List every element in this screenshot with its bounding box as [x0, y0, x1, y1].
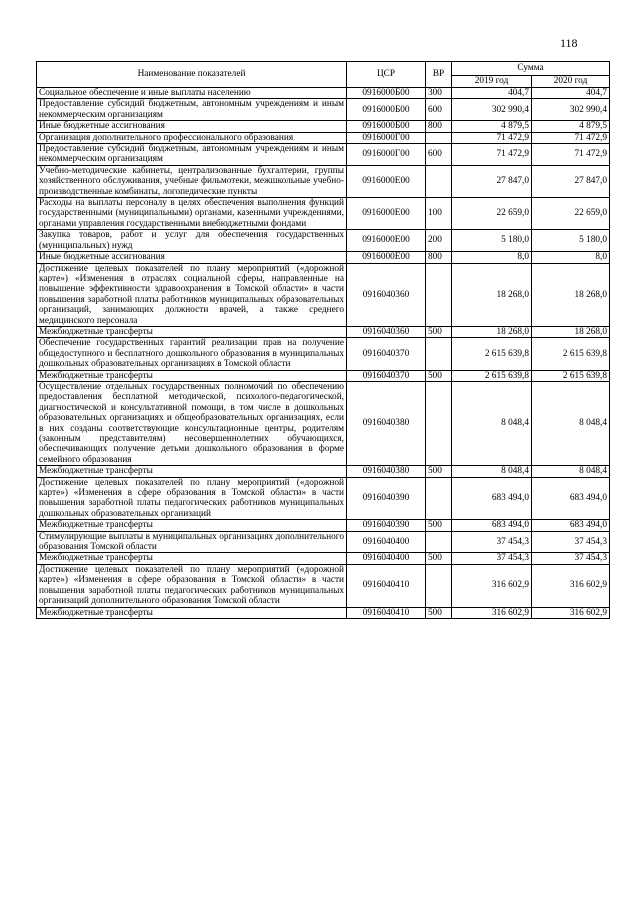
row-csr: 0916000Б00	[347, 88, 426, 99]
table-row	[37, 121, 610, 132]
row-vr	[426, 338, 452, 370]
row-sum-2019: 683 494,0	[452, 477, 532, 520]
row-csr: 0916040400	[347, 531, 426, 553]
row-name: Иные бюджетные ассигнования	[37, 252, 347, 263]
table-row	[37, 531, 610, 553]
table-row	[37, 607, 610, 618]
row-name: Достижение целевых показателей по плану мероприятий («дорожной карте») «Изменения в сфере образования в Томской области» в части повышения заработной платы педагогических работников муниципальных организаций дополнительного образования Томской области	[37, 564, 347, 607]
table-row	[37, 466, 610, 477]
row-sum-2019: 37 454,3	[452, 553, 532, 564]
row-sum-2020: 71 472,9	[532, 132, 610, 143]
row-sum-2019: 22 659,0	[452, 198, 532, 230]
row-name: Закупка товаров, работ и услуг для обеспечения государственных (муниципальных) нужд	[37, 230, 347, 252]
row-sum-2019: 8,0	[452, 252, 532, 263]
row-sum-2019: 27 847,0	[452, 165, 532, 197]
row-vr	[426, 564, 452, 607]
table-row	[37, 520, 610, 531]
table-row	[37, 99, 610, 121]
table-row	[37, 88, 610, 99]
row-csr: 0916040380	[347, 381, 426, 465]
row-sum-2020: 4 879,5	[532, 121, 610, 132]
row-sum-2020: 683 494,0	[532, 477, 610, 520]
row-sum-2019: 71 472,9	[452, 144, 532, 166]
row-vr	[426, 477, 452, 520]
header-csr: ЦСР	[347, 62, 426, 88]
row-vr: 500	[426, 370, 452, 381]
row-name: Иные бюджетные ассигнования	[37, 121, 347, 132]
table-row	[37, 263, 610, 326]
row-vr	[426, 263, 452, 326]
row-csr: 0916000Б00	[347, 99, 426, 121]
row-sum-2020: 18 268,0	[532, 326, 610, 337]
row-sum-2019: 8 048,4	[452, 466, 532, 477]
row-sum-2019: 4 879,5	[452, 121, 532, 132]
row-sum-2020: 37 454,3	[532, 531, 610, 553]
row-sum-2020: 8 048,4	[532, 381, 610, 465]
row-sum-2019: 316 602,9	[452, 607, 532, 618]
row-sum-2019: 2 615 639,8	[452, 338, 532, 370]
row-csr: 0916000Г00	[347, 144, 426, 166]
row-vr	[426, 165, 452, 197]
table-row	[37, 553, 610, 564]
table-header	[37, 62, 610, 88]
row-sum-2020: 18 268,0	[532, 263, 610, 326]
row-name: Достижение целевых показателей по плану мероприятий («дорожной карте») «Изменения в отраслях социальной сферы, направленные на повышение эффективности здравоохранения в Томской области» в части повышения заработной платы работников муниципальных образовательных организаций, занимающих должности врачей, а также среднего медицинского персонала	[37, 263, 347, 326]
row-sum-2020: 302 990,4	[532, 99, 610, 121]
row-vr	[426, 381, 452, 465]
row-sum-2019: 302 990,4	[452, 99, 532, 121]
row-csr: 0916040370	[347, 370, 426, 381]
row-sum-2019: 2 615 639,8	[452, 370, 532, 381]
table-row	[37, 370, 610, 381]
row-csr: 0916000Е00	[347, 198, 426, 230]
row-vr: 500	[426, 520, 452, 531]
row-csr: 0916040410	[347, 564, 426, 607]
row-name: Межбюджетные трансферты	[37, 326, 347, 337]
row-sum-2020: 37 454,3	[532, 553, 610, 564]
row-vr: 600	[426, 99, 452, 121]
row-csr: 0916040360	[347, 326, 426, 337]
table-row	[37, 477, 610, 520]
row-csr: 0916000Е00	[347, 252, 426, 263]
row-sum-2019: 18 268,0	[452, 326, 532, 337]
row-csr: 0916000Б00	[347, 121, 426, 132]
row-name: Межбюджетные трансферты	[37, 607, 347, 618]
row-csr: 0916040410	[347, 607, 426, 618]
row-vr: 800	[426, 252, 452, 263]
row-vr	[426, 132, 452, 143]
row-vr: 600	[426, 144, 452, 166]
row-vr: 500	[426, 607, 452, 618]
row-name: Учебно-методические кабинеты, централизованные бухгалтерии, группы хозяйственного обслуживания, учебные фильмотеки, межшкольные учебно-производственные комбинаты, логопедические пункты	[37, 165, 347, 197]
row-sum-2020: 316 602,9	[532, 564, 610, 607]
row-name: Достижение целевых показателей по плану мероприятий («дорожной карте») «Изменения в сфере образования в Томской области» в части повышения заработной платы педагогических работников муниципальных дошкольных образовательных организаций	[37, 477, 347, 520]
table-row	[37, 381, 610, 465]
row-name: Предоставление субсидий бюджетным, автономным учреждениям и иным некоммерческим организациям	[37, 144, 347, 166]
row-csr: 0916040380	[347, 466, 426, 477]
table-row	[37, 252, 610, 263]
row-sum-2019: 18 268,0	[452, 263, 532, 326]
table-row	[37, 564, 610, 607]
table-row	[37, 144, 610, 166]
row-vr: 200	[426, 230, 452, 252]
row-sum-2020: 5 180,0	[532, 230, 610, 252]
row-sum-2020: 22 659,0	[532, 198, 610, 230]
row-name: Межбюджетные трансферты	[37, 370, 347, 381]
row-vr: 500	[426, 553, 452, 564]
row-sum-2019: 5 180,0	[452, 230, 532, 252]
row-vr	[426, 531, 452, 553]
row-sum-2020: 71 472,9	[532, 144, 610, 166]
table-row	[37, 198, 610, 230]
row-name: Обеспечение государственных гарантий реализации прав на получение общедоступного и бесплатного дошкольного образования в муниципальных дошкольных образовательных организациях в Томской области	[37, 338, 347, 370]
row-csr: 0916000Е00	[347, 165, 426, 197]
row-name: Предоставление субсидий бюджетным, автономным учреждениям и иным некоммерческим организациям	[37, 99, 347, 121]
row-name: Осуществление отдельных государственных полномочий по обеспечению предоставления бесплатной методической, психолого-педагогической, диагностической и консультативной помощи, в том числе в дошкольных образовательных организациях и общеобразовательных организациях, если в них созданы соответствующие консультационные центры, родителям (законным представителям) несовершеннолетних обучающихся, обеспечивающих получение детьми дошкольного образования в форме семейного образования	[37, 381, 347, 465]
row-name: Стимулирующие выплаты в муниципальных организациях дополнительного образования Томской области	[37, 531, 347, 553]
row-sum-2020: 404,7	[532, 88, 610, 99]
header-year-2019: 2019 год	[452, 76, 532, 88]
row-sum-2019: 316 602,9	[452, 564, 532, 607]
row-sum-2019: 37 454,3	[452, 531, 532, 553]
budget-table	[36, 61, 610, 619]
row-name: Социальное обеспечение и иные выплаты населению	[37, 88, 347, 99]
row-csr: 0916040400	[347, 553, 426, 564]
row-vr: 500	[426, 466, 452, 477]
row-sum-2019: 683 494,0	[452, 520, 532, 531]
row-vr: 300	[426, 88, 452, 99]
row-sum-2020: 683 494,0	[532, 520, 610, 531]
table-body	[37, 88, 610, 619]
table-row	[37, 326, 610, 337]
row-sum-2020: 8 048,4	[532, 466, 610, 477]
page-number: 118	[560, 36, 578, 50]
row-sum-2020: 27 847,0	[532, 165, 610, 197]
table-row	[37, 165, 610, 197]
row-sum-2019: 8 048,4	[452, 381, 532, 465]
table-row	[37, 132, 610, 143]
row-sum-2020: 316 602,9	[532, 607, 610, 618]
row-name: Расходы на выплаты персоналу в целях обеспечения выполнения функций государственными (муниципальными) органами, казенными учреждениями, органами управления государственными внебюджетными фондами	[37, 198, 347, 230]
row-name: Межбюджетные трансферты	[37, 466, 347, 477]
row-vr: 100	[426, 198, 452, 230]
table-row	[37, 230, 610, 252]
header-name: Наименование показателей	[37, 62, 347, 88]
row-name: Межбюджетные трансферты	[37, 520, 347, 531]
row-sum-2019: 71 472,9	[452, 132, 532, 143]
row-name: Межбюджетные трансферты	[37, 553, 347, 564]
row-vr: 500	[426, 326, 452, 337]
row-vr: 800	[426, 121, 452, 132]
row-sum-2020: 2 615 639,8	[532, 338, 610, 370]
row-name: Организация дополнительного профессионального образования	[37, 132, 347, 143]
header-year-2020: 2020 год	[532, 76, 610, 88]
row-csr: 0916040370	[347, 338, 426, 370]
row-sum-2020: 8,0	[532, 252, 610, 263]
row-csr: 0916000Е00	[347, 230, 426, 252]
table-row	[37, 338, 610, 370]
row-csr: 0916040390	[347, 477, 426, 520]
header-sum: Сумма	[452, 62, 610, 76]
header-vr: ВР	[426, 62, 452, 88]
row-csr: 0916040360	[347, 263, 426, 326]
row-csr: 0916040390	[347, 520, 426, 531]
row-csr: 0916000Г00	[347, 132, 426, 143]
row-sum-2020: 2 615 639,8	[532, 370, 610, 381]
row-sum-2019: 404,7	[452, 88, 532, 99]
